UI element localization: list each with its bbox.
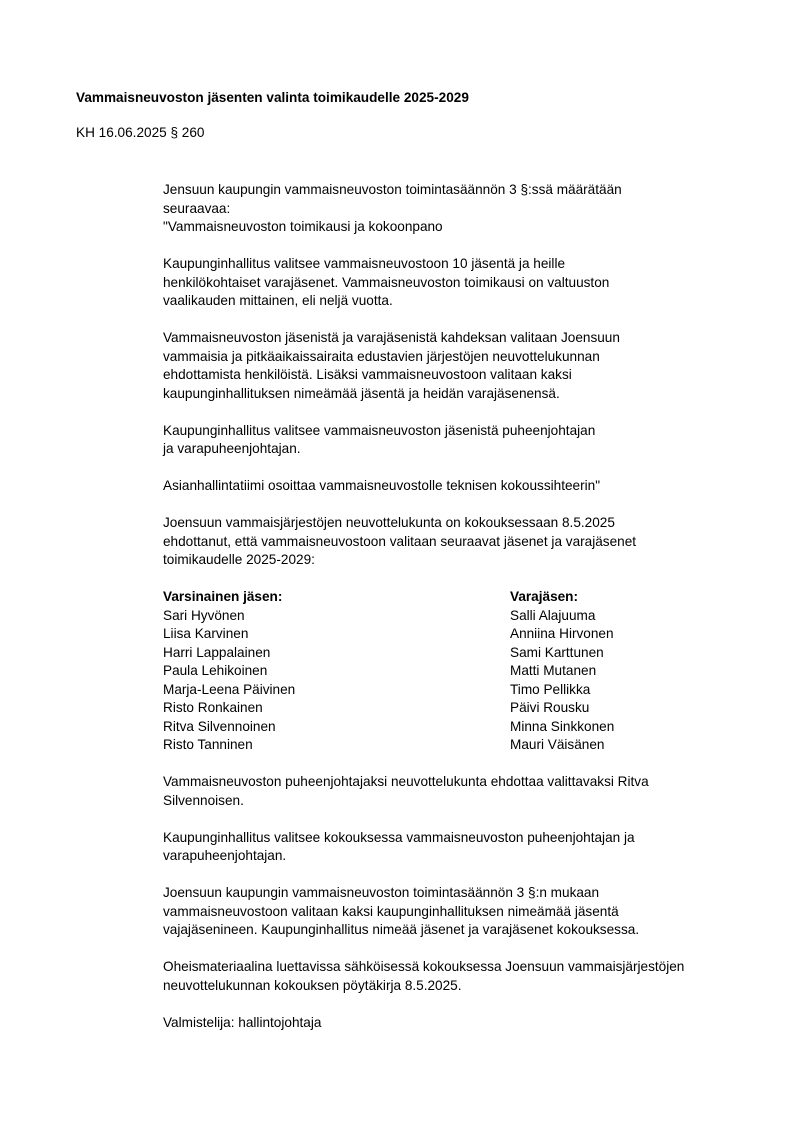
deputy-members-column <box>510 588 710 755</box>
paragraph-rules-intro <box>163 181 763 237</box>
deputy-members-header: Varajäsen: <box>510 589 579 604</box>
document-body <box>163 181 763 1051</box>
text-line: Jensuun kaupungin vammaisneuvoston toimintasäännön 3 §:ssä määrätään <box>163 182 622 197</box>
main-member: Risto Tanninen <box>163 737 253 752</box>
text-line: Joensuun vammaisjärjestöjen neuvottelukunta on kokouksessaan 8.5.2025 <box>163 515 615 530</box>
paragraph-member-selection <box>163 329 763 403</box>
text-line: ehdottamista henkilöistä. Lisäksi vammaisneuvostoon valitaan kaksi <box>163 367 572 382</box>
deputy-member: Timo Pellikka <box>510 681 591 697</box>
text-line: Valmistelija: hallintojohtaja <box>163 1014 322 1030</box>
deputy-member: Minna Sinkkonen <box>510 718 615 734</box>
deputy-member: Sami Karttunen <box>510 644 604 660</box>
paragraph-chair-proposal <box>163 773 763 810</box>
deputy-member: Mauri Väisänen <box>510 737 605 752</box>
text-line: varapuheenjohtajan. <box>163 848 287 863</box>
main-member: Harri Lappalainen <box>163 644 271 660</box>
text-line: "Vammaisneuvoston toimikausi ja kokoonpano <box>163 219 443 234</box>
meeting-reference: KH 16.06.2025 § 260 <box>76 125 205 140</box>
paragraph-chair-selection <box>163 422 763 459</box>
paragraph-attachments <box>163 958 763 995</box>
paragraph-preparer <box>163 1014 763 1033</box>
text-line: henkilökohtaiset varajäsenet. Vammaisneuvoston toimikausi on valtuuston <box>163 274 610 290</box>
deputy-member: Päivi Rousku <box>510 700 590 715</box>
main-members-column <box>163 588 510 755</box>
text-line: Joensuun kaupungin vammaisneuvoston toimintasäännön 3 §:n mukaan <box>163 885 600 900</box>
text-line: ja varapuheenjohtajan. <box>163 441 301 456</box>
text-line: toimikaudelle 2025-2029: <box>163 552 315 567</box>
text-line: kaupunginhallituksen nimeämää jäsentä ja heidän varajäsenensä. <box>163 385 560 401</box>
text-line: Vammaisneuvoston puheenjohtajaksi neuvottelukunta ehdottaa valittavaksi Ritva <box>163 774 649 789</box>
paragraph-board-nominees <box>163 884 763 940</box>
main-member: Paula Lehikoinen <box>163 663 268 678</box>
text-line: seuraavaa: <box>163 200 231 216</box>
deputy-member: Anniina Hirvonen <box>510 626 614 641</box>
text-line: Kaupunginhallitus valitsee vammaisneuvoston jäsenistä puheenjohtajan <box>163 422 596 438</box>
text-line: vammaisia ja pitkäaikaissairaita edustavien järjestöjen neuvottelukunnan <box>163 348 600 364</box>
text-line: Asianhallintatiimi osoittaa vammaisneuvostolle teknisen kokoussihteerin" <box>163 478 601 493</box>
main-members-header: Varsinainen jäsen: <box>163 589 283 604</box>
main-member: Liisa Karvinen <box>163 626 249 641</box>
deputy-member: Salli Alajuuma <box>510 607 596 623</box>
paragraph-chair-decision <box>163 829 763 866</box>
main-member: Risto Ronkainen <box>163 700 263 715</box>
paragraph-proposal <box>163 514 763 570</box>
members-table <box>163 588 763 755</box>
text-line: neuvottelukunnan kokouksen pöytäkirja 8.5.2025. <box>163 977 462 993</box>
deputy-member: Matti Mutanen <box>510 663 597 678</box>
text-line: Kaupunginhallitus valitsee kokouksessa vammaisneuvoston puheenjohtajan ja <box>163 829 635 845</box>
document-title: Vammaisneuvoston jäsenten valinta toimikaudelle 2025-2029 <box>76 90 469 105</box>
main-member: Sari Hyvönen <box>163 607 245 623</box>
text-line: vajajäsenineen. Kaupunginhallitus nimeää jäsenet ja varajäsenet kokouksessa. <box>163 922 640 937</box>
text-line: Oheismateriaalina luettavissa sähköisessä kokouksessa Joensuun vammaisjärjestöjen <box>163 959 685 974</box>
text-line: Vammaisneuvoston jäsenistä ja varajäsenistä kahdeksan valitaan Joensuun <box>163 330 620 345</box>
paragraph-term-composition <box>163 255 763 311</box>
text-line: ehdottanut, että vammaisneuvostoon valitaan seuraavat jäsenet ja varajäsenet <box>163 533 637 549</box>
text-line: vaalikauden mittainen, eli neljä vuotta. <box>163 293 393 308</box>
main-member: Ritva Silvennoinen <box>163 718 276 734</box>
text-line: vammaisneuvostoon valitaan kaksi kaupunginhallituksen nimeämää jäsentä <box>163 903 619 919</box>
paragraph-secretary <box>163 477 763 496</box>
text-line: Silvennoisen. <box>163 792 244 808</box>
main-member: Marja-Leena Päivinen <box>163 681 296 697</box>
text-line: Kaupunginhallitus valitsee vammaisneuvostoon 10 jäsentä ja heille <box>163 256 566 271</box>
